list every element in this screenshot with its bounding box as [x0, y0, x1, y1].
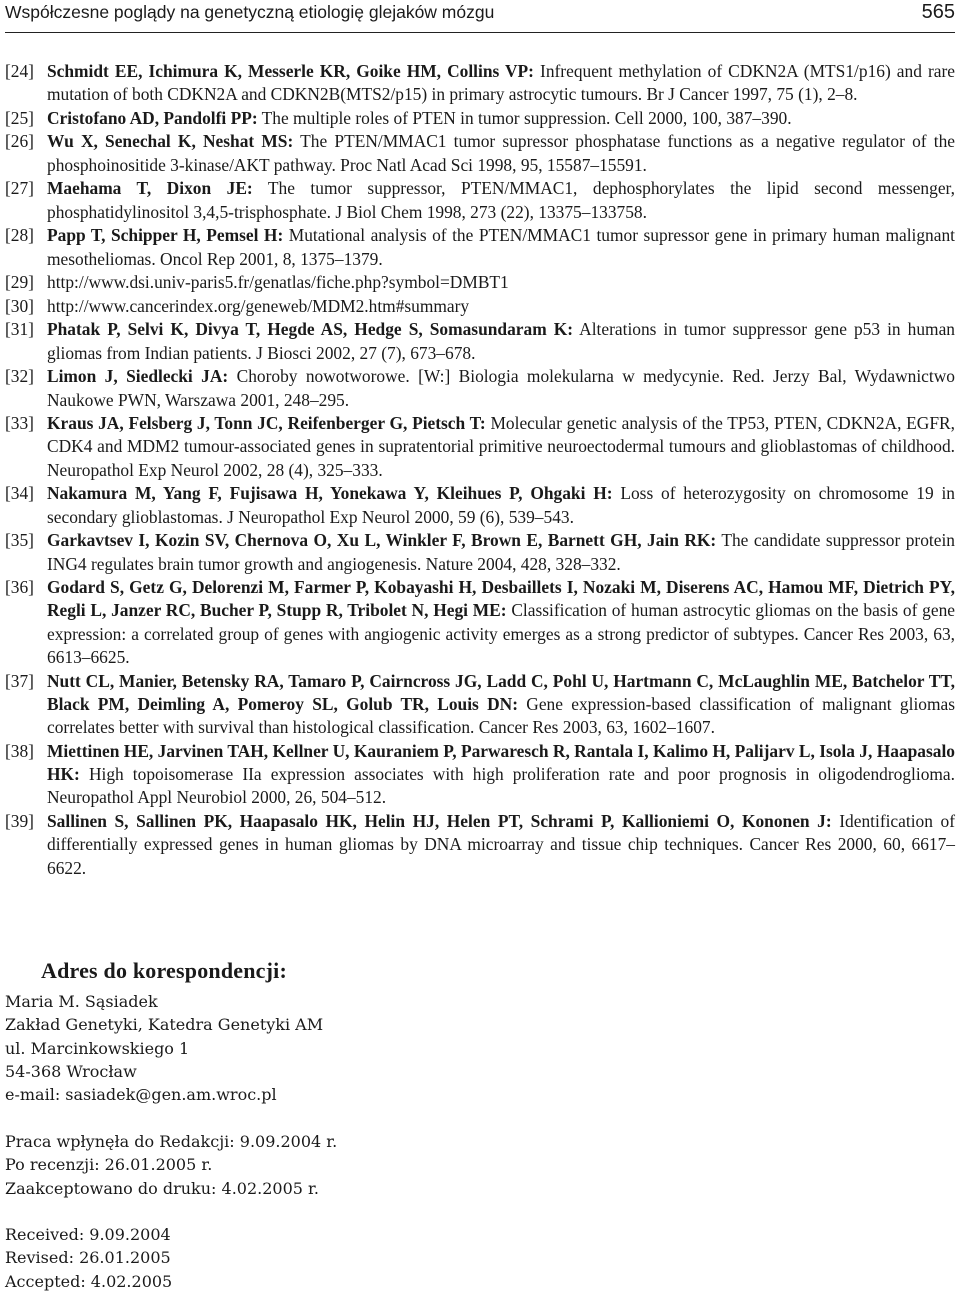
reference-number: [28]: [5, 225, 34, 246]
reference-item: [5, 810, 955, 880]
reference-text: Classification of human astrocytic gliomas on the basis of gene expression: a correlated group of genes with angiogenic activity emerges as a strong predictor of subtypes. Cancer Res 2003, 63, 6613–6625.: [47, 600, 955, 667]
reference-item: [5, 130, 955, 177]
reference-authors: Limon J, Siedlecki JA:: [47, 366, 229, 387]
reference-item: [5, 740, 955, 810]
date-line: Revised: 26.01.2005: [5, 1248, 171, 1268]
address-line: 54-368 Wrocław: [5, 1061, 137, 1081]
reference-text: Infrequent methylation of CDKN2A (MTS1/p16) and rare mutation of both CDKN2A and CDKN2B(MTS2/p15) in primary astrocytic tumours. Br J Cancer 1997, 75 (1), 2–8.: [47, 61, 955, 105]
reference-text: Gene expression-based classification of malignant gliomas correlates better with survival than histological classification. Cancer Res 2003, 63, 1602–1607.: [47, 693, 955, 738]
reference-authors: Sallinen S, Sallinen PK, Haapasalo HK, Helin HJ, Helen PT, Schrami P, Kallioniemi O, Kononen J:: [47, 810, 832, 831]
reference-text: Choroby nowotworowe. [W:] Biologia molekularna w medycynie. Red. Jerzy Bal, Wydawnictwo Naukowe PWN, Warszawa 2001, 248–295.: [47, 366, 955, 410]
page-number: 565: [921, 1, 955, 23]
reference-item: [5, 295, 955, 318]
reference-item: [5, 576, 955, 669]
header-rule: [5, 32, 955, 33]
reference-text: High topoisomerase IIa expression associates with high proliferation rate and poor prognosis in oligodendroglioma. Neuropathol Appl Neurobiol 2000, 26, 504–512.: [47, 764, 955, 808]
address-line: ul. Marcinkowskiego 1: [5, 1038, 190, 1058]
correspondence-heading: Adres do korespondencji:: [41, 958, 288, 983]
reference-authors: Kraus JA, Felsberg J, Tonn JC, Reifenberger G, Pietsch T:: [47, 413, 486, 434]
reference-number: [32]: [5, 366, 34, 387]
reference-text: Alterations in tumor suppressor gene p53 in human gliomas from Indian patients. J Biosci 2002, 27 (7), 673–678.: [47, 319, 955, 363]
reference-authors: Cristofano AD, Pandolfi PP:: [47, 107, 258, 128]
reference-authors: Miettinen HE, Jarvinen TAH, Kellner U, Kauraniem P, Parwaresch R, Rantala I, Kalimo H, Palijarv L, Isola J, Haapasalo HK:: [47, 740, 955, 785]
reference-text: The tumor suppressor, PTEN/MMAC1, dephosphorylates the lipid second messenger, phosphatidylinositol 3,4,5-trisphosphate. J Biol Chem 1998, 273 (22), 13375–133758.: [47, 178, 955, 222]
reference-number: [24]: [5, 61, 34, 81]
reference-text: The candidate suppressor protein ING4 regulates brain tumor growth and angiogenesis. Nature 2004, 428, 328–332.: [47, 530, 955, 574]
reference-number: [30]: [5, 295, 34, 316]
reference-authors: Maehama T, Dixon JE:: [47, 178, 253, 199]
dates-polish: [5, 1130, 337, 1200]
reference-number: [36]: [5, 577, 34, 598]
reference-item: [5, 482, 955, 529]
reference-authors: Garkavtsev I, Kozin SV, Chernova O, Xu L, Winkler F, Brown E, Barnett GH, Jain RK:: [47, 530, 717, 551]
reference-number: [27]: [5, 178, 34, 199]
reference-item: [5, 318, 955, 365]
reference-number: [37]: [5, 670, 34, 691]
reference-authors: Wu X, Senechal K, Neshat MS:: [47, 131, 294, 152]
reference-text: Molecular genetic analysis of the TP53, PTEN, CDKN2A, EGFR, CDK4 and MDM2 tumour-associated genes in supratentorial primitive neuroectodermal tumours and glioblastomas of childhood. Neuropathol Exp Neurol 2002, 28 (4), 325–333.: [47, 413, 955, 480]
reference-authors: Nutt CL, Manier, Betensky RA, Tamaro P, Cairncross JG, Ladd C, Pohl U, Hartmann C, McLaughlin ME, Batchelor TT, Black PM, Deimling A, Pomeroy SL, Golub TR, Louis DN:: [47, 670, 955, 714]
reference-number: [33]: [5, 413, 34, 434]
reference-text: http://www.dsi.univ-paris5.fr/genatlas/fiche.php?symbol=DMBT1: [47, 272, 509, 293]
reference-text: The multiple roles of PTEN in tumor suppression. Cell 2000, 100, 387–390.: [261, 107, 792, 128]
reference-item: [5, 224, 955, 271]
reference-text: http://www.cancerindex.org/geneweb/MDM2.htm#summary: [47, 295, 470, 316]
reference-item: [5, 60, 955, 107]
reference-authors: Nakamura M, Yang F, Fujisawa H, Yonekawa Y, Kleihues P, Ohgaki H:: [47, 483, 613, 504]
reference-authors: Schmidt EE, Ichimura K, Messerle KR, Goike HM, Collins VP:: [47, 61, 534, 81]
reference-item: [5, 365, 955, 412]
date-line: Accepted: 4.02.2005: [5, 1271, 173, 1291]
reference-text: Identification of differentially expressed genes in human gliomas by DNA microarray and tissue chip techniques. Cancer Res 2000, 60, 6617–6622.: [47, 810, 955, 878]
date-line: Received: 9.09.2004: [5, 1225, 171, 1244]
reference-number: [25]: [5, 107, 34, 128]
reference-number: [31]: [5, 319, 34, 340]
correspondence-address: [5, 990, 323, 1106]
reference-item: [5, 271, 955, 294]
reference-item: [5, 412, 955, 482]
reference-list: [5, 60, 955, 880]
reference-text: Mutational analysis of the PTEN/MMAC1 tumor supressor gene in primary human malignant mesotheliomas. Oncol Rep 2001, 8, 1375–1379.: [47, 225, 955, 269]
reference-text: Loss of heterozygosity on chromosome 19 in secondary glioblastomas. J Neuropathol Exp Neurol 2000, 59 (6), 539–543.: [47, 483, 956, 527]
reference-number: [39]: [5, 810, 34, 831]
reference-item: [5, 670, 955, 740]
reference-item: [5, 529, 955, 576]
reference-text: The PTEN/MMAC1 tumor supressor phosphatase functions as a negative regulator of the phosphoinositide 3-kinase/AKT pathway. Proc Natl Acad Sci 1998, 95, 15587–15591.: [47, 131, 955, 175]
reference-authors: Papp T, Schipper H, Pemsel H:: [47, 225, 284, 246]
dates-english: [5, 1223, 172, 1293]
reference-authors: Godard S, Getz G, Delorenzi M, Farmer P, Kobayashi H, Desbaillets I, Nozaki M, Diserens AC, Hamou MF, Dietrich PY, Regli L, Janzer RC, Bucher P, Stupp R, Tribolet N, Hegi ME:: [47, 577, 955, 621]
date-line: Praca wpłynęła do Redakcji: 9.09.2004 r.: [5, 1132, 338, 1151]
address-email: e-mail: sasiadek@gen.am.wroc.pl: [5, 1085, 277, 1105]
reference-number: [29]: [5, 272, 34, 293]
reference-number: [38]: [5, 740, 34, 761]
reference-number: [26]: [5, 131, 34, 152]
reference-item: [5, 177, 955, 224]
reference-authors: Phatak P, Selvi K, Divya T, Hegde AS, Hedge S, Somasundaram K:: [47, 319, 574, 340]
reference-number: [35]: [5, 530, 34, 551]
date-line: Po recenzji: 26.01.2005 r.: [5, 1155, 213, 1175]
date-line: Zaakceptowano do druku: 4.02.2005 r.: [5, 1178, 320, 1198]
address-line: Maria M. Sąsiadek: [5, 992, 158, 1011]
reference-item: [5, 107, 955, 130]
reference-number: [34]: [5, 483, 34, 504]
page-header: [5, 0, 955, 25]
address-line: Zakład Genetyki, Katedra Genetyki AM: [5, 1015, 324, 1035]
running-title: Współczesne poglądy na genetyczną etiologię glejaków mózgu: [5, 2, 495, 22]
